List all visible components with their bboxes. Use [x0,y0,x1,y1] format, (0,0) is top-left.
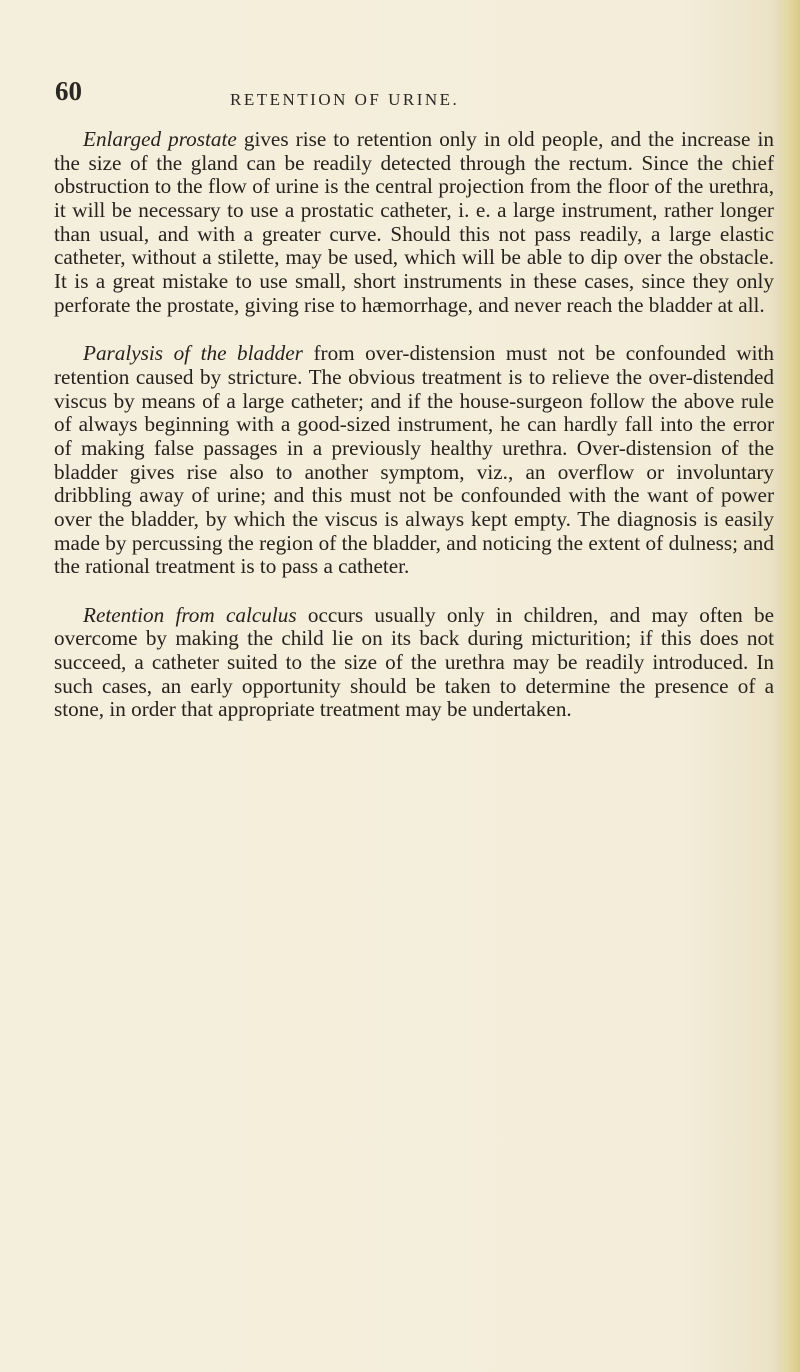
running-head: RETENTION OF URINE. [230,90,460,109]
paragraph-lead: Enlarged prostate [83,127,237,151]
paragraph-text: occurs usually only in children, and may often be overcome by making the child lie on its back during micturition; if this does not succeed, a catheter suited to the size of the urethra may be readily introduced. In such cases, an early opportunity should be taken to determine the presence of a stone, in order that appropriate treatment may be undertaken. [54,602,774,722]
paragraph-paralysis-of-bladder [54,342,774,579]
paragraph-retention-from-calculus [54,604,774,722]
paragraph-enlarged-prostate [54,128,774,317]
paragraph-lead: Retention from calculus [83,602,297,627]
page-number: 60 [55,76,82,106]
paragraph-text: from over-distension must not be confounded with retention caused by stricture. The obvious treatment is to relieve the over-distended viscus by means of a large catheter; and if the house-surgeon follow the above rule of always beginning with a good-sized instrument, he can hardly fall into the error of making false passages in a previously healthy urethra. Over-distension of the bladder gives rise also to another symptom, viz., an overflow or involuntary dribbling away of urine; and this must not be confounded with the want of power over the bladder, by which the viscus is always kept empty. The diagnosis is easily made by percussing the region of the bladder, and noticing the extent of dulness; and the rational treatment is to pass a catheter. [54,341,774,579]
body-text [54,128,774,747]
paragraph-text: gives rise to retention only in old people, and the increase in the size of the gland can be readily detected through the rectum. Since the chief obstruction to the flow of urine is the central projection from the floor of the urethra, it will be necessary to use a prostatic catheter, i. e. a large instrument, rather longer than usual, and with a greater curve. Should this not pass readily, a large elastic catheter, without a stilette, may be used, which will be able to dip over the obstacle. It is a great mistake to use small, short instruments in these cases, since they only perforate the prostate, giving rise to hæmorrhage, and never reach the bladder at all. [54,127,774,317]
page-edge-stain [778,0,800,1372]
paragraph-lead: Paralysis of the bladder [83,341,303,366]
